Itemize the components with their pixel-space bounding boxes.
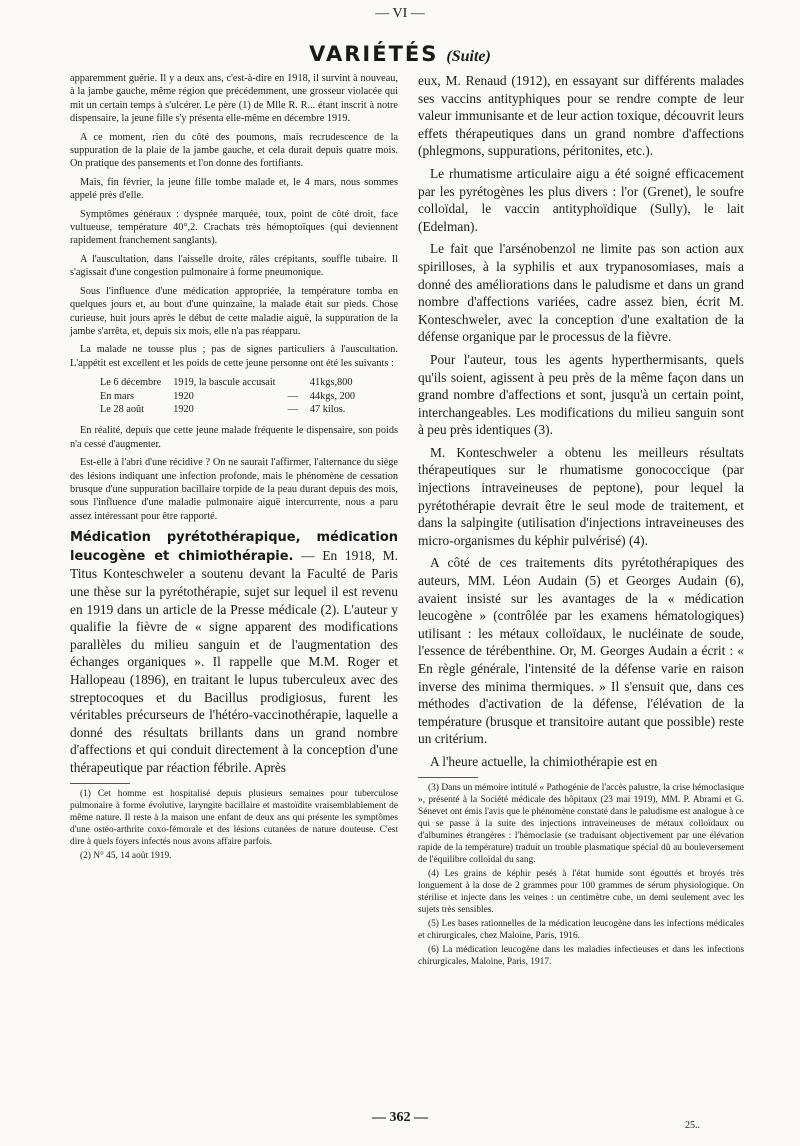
paragraph: A côté de ces traitements dits pyrétothérapiques des auteurs, MM. Léon Audain (5) et Georges Audain (6), avaient insisté sur les avantages de la « médication leucogène » (contrôlée par les examens hématologiques) utilisant : les métaux colloïdaux, le nucléinate de soude, l'essence de térébenthine. Or, M. Georges Audain a écrit : « En règle générale, l'intensité de la défense varie en raison inverse des minima thermiques. » Il s'ensuit que, dans ces méthodes d'activation de la défense, l'élévation de la température (brusque et transitoire autant que possible) reste un critérium. [418,555,744,747]
table-row [100,376,367,389]
paragraph: M. Konteschweler a obtenu les meilleurs résultats thérapeutiques sur le rhumatisme gonococcique (par injections intraveineuses de peptone), pour lequel la pyrétothérapie devrait être le seul mode de traitement, et dans la salpingite (utilisation d'injections intraveineuses des micro-organismes du képhir pulvérisé) (4). [418,444,744,548]
footnote-rule [70,783,130,784]
paragraph: A l'auscultation, dans l'aisselle droite, râles crépitants, souffle tubaire. Il s'agissait d'une congestion pulmonaire à forme pneumonique. [70,253,398,279]
weight-dash [288,376,310,389]
article-text: — En 1918, M. Titus Konteschweler a soutenu devant la Faculté de Paris une thèse sur la pyrétothérapie, sujet sur lequel il est revenu en 1919 dans un article de la Presse médicale (2). L'auteur y qualifie la fièvre de « signe apparent des modifications parallèles du milieu sanguin et de l'augmentation des échanges organiques ». Il rappelle que M.M. Roger et Hallopeau (1896), en traitant le lupus tuberculeux avec des streptocoques et du Bacillus prodigiosus, furent les véritables précurseurs de l'hétéro-vaccinothérapie, laquelle a donné des résultats brillants dans un grand nombre d'affections et qui conduit directement à la conception d'une thérapeutique par réaction fébrile. Après [70,547,398,775]
article-body [418,72,744,771]
page-number: — 362 — [372,1110,428,1125]
corner-mark: 25.. [685,1120,700,1131]
weight-value: 47 kilos. [309,403,346,415]
paragraph: En réalité, depuis que cette jeune malade fréquente le dispensaire, son poids n'a cessé d'augmenter. [70,425,398,450]
paragraph: Le fait que l'arsénobenzol ne limite pas son action aux spirilloses, à la syphilis et aux trypanosomiases, mais a donné des améliorations dans le paludisme et dans un grand nombre d'affections variées, cadre assez bien, écrit M. Konteschweler, avec la conception d'une exaltation de la défense organique par le processus de la fièvre. [418,241,744,345]
paragraph: Le rhumatisme articulaire aigu a été soigné efficacement par les pyrétogènes les plus divers : l'or (Grenet), le soufre colloïdal, le vaccin antityphoïdique (Sully), le lait (Edelman). [418,165,744,234]
paragraph: La malade ne tousse plus ; pas de signes particuliers à l'auscultation. L'appétit est excellent et les poids de cette jeune personne ont été les suivants : [70,344,398,369]
weight-date: Le 6 décembre [100,377,162,389]
page-top-marker: — VI — [375,6,425,21]
weight-date: Le 28 août [100,403,145,415]
footnotes [70,788,398,862]
paragraph: Mais, fin février, la jeune fille tombe malade et, le 4 mars, nous sommes appelé près d'elle. [70,176,398,202]
weight-year: 1920 [173,403,194,415]
footnote: (5) Les bases rationnelles de la médication leucogène dans les infections médicales et chirurgicales, chez Maloine, Paris, 1916. [418,918,744,941]
right-column [418,72,744,970]
paragraph: Symptômes généraux : dyspnée marquée, toux, point de côté droit, face vultueuse, température 40°,2. Crachats très hémoptoïques (qui deviennent rapidement franchement sanglants). [70,208,398,247]
left-column [70,72,398,864]
section-header [0,42,800,66]
table-row [100,403,367,416]
footnote: (3) Dans un mémoire intitulé « Pathogénie de l'accès palustre, la crise hémoclasique », présenté à la Société médicale des hôpitaux (23 mai 1919), MM. P. Abrami et G. Sénevet ont émis l'avis que le phénomène constaté dans le paludisme est analogue à ce qui se passe à la suite des injections intraveineuses de métaux colloïdaux ou d'albumines étrangères : l'hémoclasie (se traduisant objectivement par une élévation rapide de la température) traduit un trouble plasmatique spécial dû au bouleversement de l'équilibre colloïdal du sang. [418,782,744,865]
table-row [100,390,367,403]
weight-year: 1920 [173,390,194,402]
article-heading: Médication pyrétothérapique, médication leucogène et chimiothérapie. [70,530,398,564]
paragraph: Est-elle à l'abri d'une récidive ? On ne saurait l'affirmer, l'alternance du siège des lésions indiquant une infection profonde, mais le phénomène de cessation brusque d'une suppuration bacillaire torpide de la peau durant depuis des mois, sous l'influence d'une maladie pulmonaire aiguë intercurrente, nous a paru assez intéressant pour être rapporté. [70,457,398,522]
weight-value: 44kgs, 200 [309,390,356,402]
footnote: (4) Les grains de képhir pesés à l'état humide sont égouttés et broyés très longuement à la dose de 2 grammes pour 100 grammes de sérum physiologique. On stérilise et injecte dans les veines : un centimètre cube, un demi seulement avec les sujets très sensibles. [418,868,744,915]
weight-dash: — [287,390,298,402]
paragraph: A l'heure actuelle, la chimiothérapie est en [430,753,658,769]
footnotes [418,782,744,968]
article-opening [70,528,398,776]
section-subtitle: (Suite) [446,48,491,65]
weight-dash: — [287,403,298,415]
case-report [70,72,398,523]
paragraph: Pour l'auteur, tous les agents hyperthermisants, quels qu'ils soient, agissent à peu près de la même façon dans un grand nombre d'affections et sont, jusqu'à un certain point, interchangeables. Les modifications du milieu sanguin sont à peu près identiques (3). [418,351,744,438]
article-body [70,528,398,776]
paragraph: eux, M. Renaud (1912), en essayant sur différents malades ses vaccins antityphiques pour se rendre compte de leur valeur immunisante et de leur action toxique, découvrit leurs effets thérapeutiques dans un grand nombre d'affections (phlegmons, suppurations, péritonites, etc.). [418,73,744,159]
weight-value: 41kgs,800 [309,377,353,389]
paragraph: Sous l'influence d'une médication appropriée, la température tomba en quelques jours et, au bout d'une quinzaine, la malade était sur pieds. Chose curieuse, huit jours après le début de cette maladie aiguë, la suppuration de la jambe s'arrêta, et, depuis six mois, elle n'a pas réapparu. [70,285,398,337]
paragraph: A ce moment, rien du côté des poumons, mais recrudescence de la suppuration de la plaie de la jambe gauche, et cela durait depuis quatre mois. On pratique des pansements et l'on donne des fortifiants. [70,131,398,170]
footnote: (6) La médication leucogène dans les maladies infectieuses et dans les infections chirurgicales, Maloine, Paris, 1917. [418,944,744,967]
paragraph: apparemment guérie. Il y a deux ans, c'est-à-dire en 1918, il survint à nouveau, à la jambe gauche, même région que précédemment, une grosseur violacée qui mit un certain temps à s'ulcérer. Le père (1) de Mlle R. R... étant inscrit à notre dispensaire, la jeune fille s'y présenta elle-même en décembre 1919. [70,73,398,125]
footnote: (1) Cet homme est hospitalisé depuis plusieurs semaines pour tuberculose pulmonaire à forme évolutive, laryngite bacillaire et mastoïdite vraisemblablement de même nature. Il reste à la maison une enfant de deux ans qui présente les symptômes d'une ostéo-arthrite coxo-fémorale et des lésions cutanées de nature douteuse. C'est dire à quels foyers infectés nous avons affaire parfois. [70,788,398,847]
footnote-rule [418,777,478,778]
weight-year: 1919, la bascule accusait [173,377,276,389]
footnote: (2) N° 45, 14 août 1919. [80,850,172,861]
weight-date: En mars [100,390,135,402]
section-title: VARIÉTÉS [309,42,439,66]
weight-table [100,376,367,416]
